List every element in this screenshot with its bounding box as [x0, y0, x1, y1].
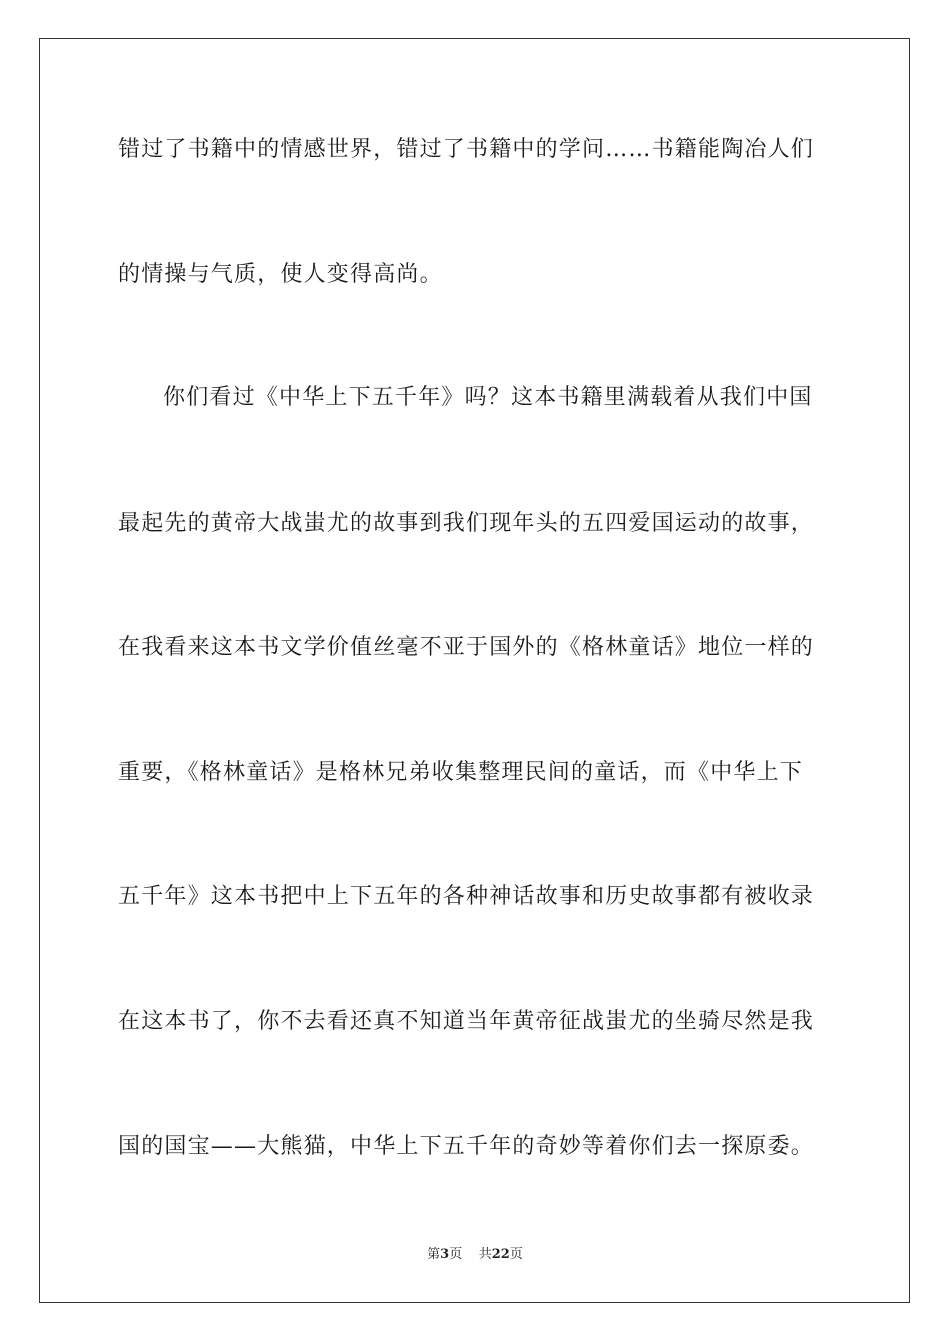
- body-line-4: 最起先的黄帝大战蚩尤的故事到我们现年头的五四爱国运动的故事，: [118, 511, 815, 536]
- body-line-2: 的情操与气质，使人变得高尚。: [118, 262, 443, 287]
- page-footer: [0, 1246, 950, 1264]
- body-line-8: 在这本书了，你不去看还真不知道当年黄帝征战蚩尤的坐骑尽然是我: [118, 1009, 815, 1034]
- body-line-7: 五千年》这本书把中上下五年的各种神话故事和历史故事都有被收录: [118, 884, 815, 909]
- page-border: [39, 38, 910, 1303]
- body-line-3: 你们看过《中华上下五千年》吗？这本书籍里满载着从我们中国: [163, 385, 813, 410]
- page-total-prefix: 共: [478, 1247, 492, 1262]
- page-number-prefix: 第: [427, 1247, 441, 1262]
- page-number-suffix: 页: [449, 1247, 463, 1262]
- page-total-suffix: 页: [509, 1247, 523, 1262]
- page-total-count: 22: [491, 1247, 510, 1262]
- body-line-1: 错过了书籍中的情感世界，错过了书籍中的学问……书籍能陶冶人们: [118, 137, 815, 162]
- page-number-current: 3: [440, 1247, 450, 1262]
- body-line-6: 重要，《格林童话》是格林兄弟收集整理民间的童话，而《中华上下: [118, 760, 804, 785]
- body-line-9: 国的国宝——大熊猫，中华上下五千年的奇妙等着你们去一探原委。: [118, 1134, 815, 1159]
- body-line-5: 在我看来这本书文学价值丝毫不亚于国外的《格林童话》地位一样的: [118, 635, 815, 660]
